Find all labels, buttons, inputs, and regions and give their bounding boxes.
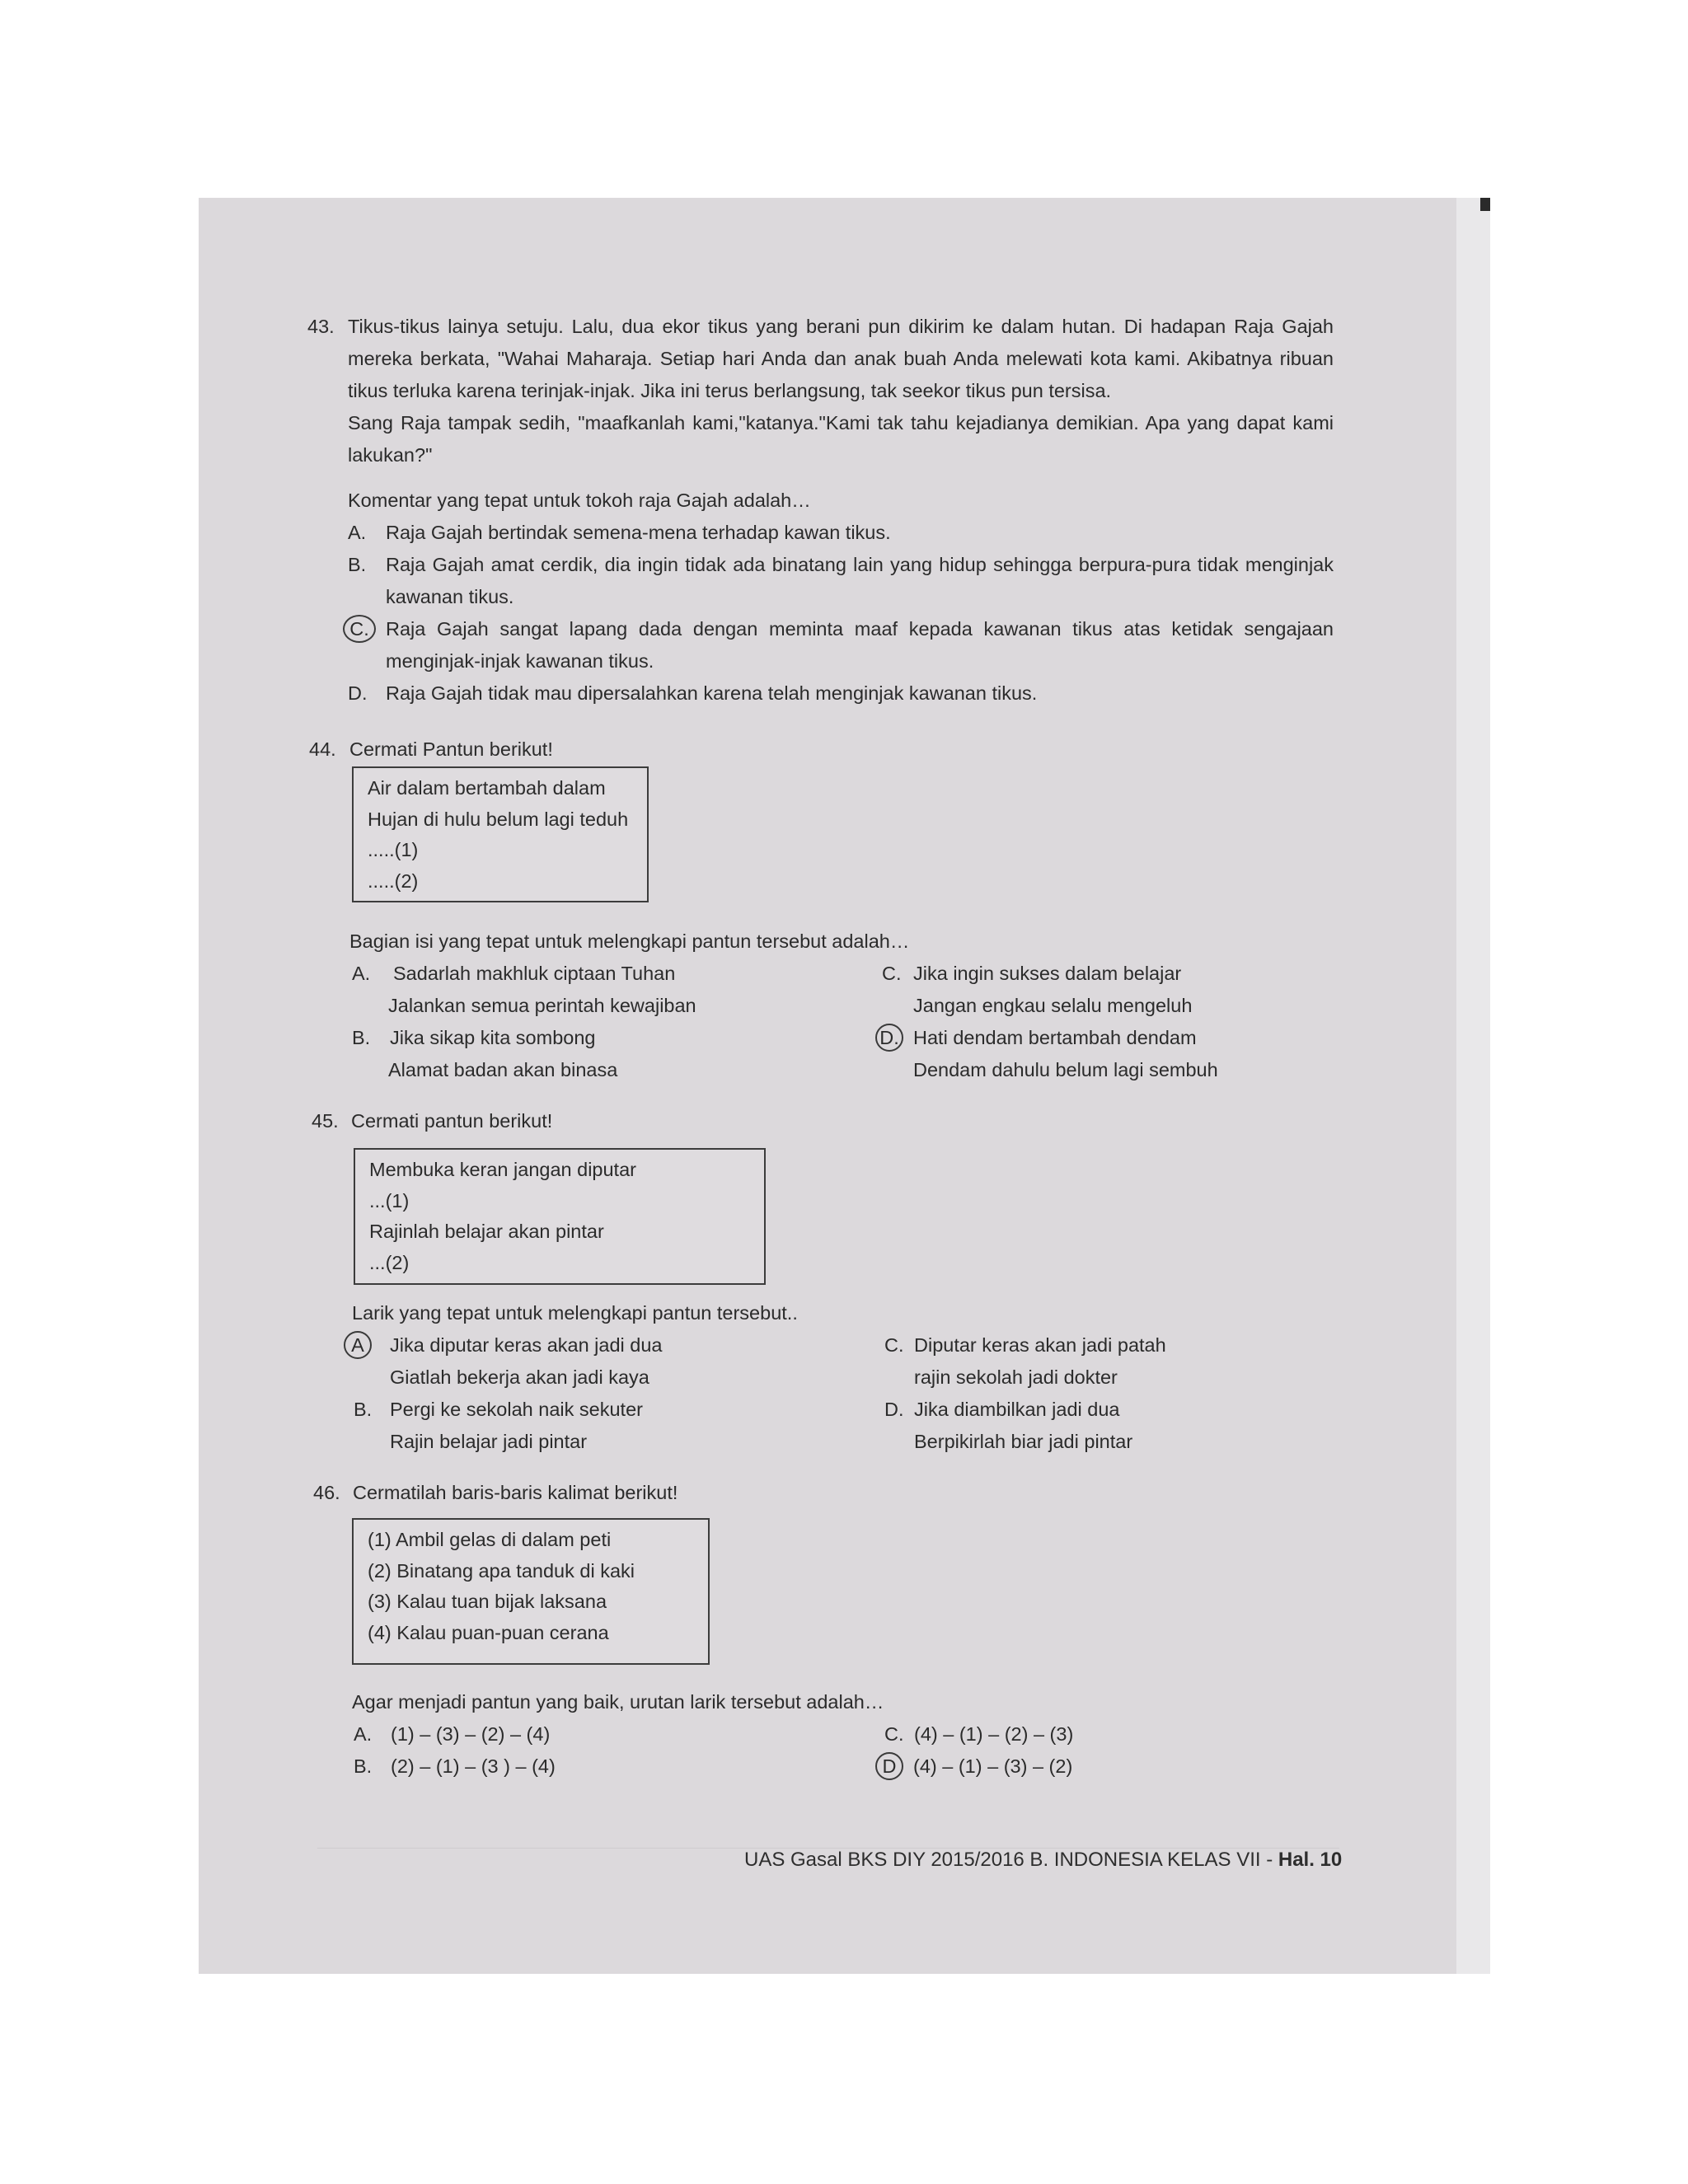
- option-line: Jika diputar keras akan jadi dua: [390, 1334, 663, 1356]
- option-text: (2) – (1) – (3 ) – (4): [391, 1755, 556, 1777]
- numbered-line: (1) Ambil gelas di dalam peti: [368, 1529, 612, 1550]
- passage-paragraph-2: Sang Raja tampak sedih, "maafkanlah kami,"katanya."Kami tak tahu kejadianya demikian. Apa yang dapat kami lakukan?": [348, 412, 1334, 466]
- option-text: Raja Gajah sangat lapang dada dengan meminta maaf kepada kawanan tikus atas ketidak sengajaan menginjak-injak kawanan tikus.: [386, 618, 1334, 672]
- pantun-line: ...(2): [369, 1251, 410, 1273]
- option-d[interactable]: [884, 1394, 1313, 1458]
- option-line: Berpikirlah biar jadi pintar: [914, 1431, 1133, 1452]
- question-text: Bagian isi yang tepat untuk melengkapi pantun tersebut adalah…: [349, 930, 910, 952]
- passage-paragraph-1: Tikus-tikus lainya setuju. Lalu, dua ekor tikus yang berani pun dikirim ke dalam hutan. Di hadapan Raja Gajah mereka berkata, "Wahai Maharaja. Setiap hari Anda dan anak buah Anda melewati kota kami. Akibatnya ribuan tikus terluka karena terinjak-injak. Jika ini terus berlangsung, tak seekor tikus pun tersisa.: [348, 316, 1334, 401]
- option-d-selected[interactable]: [875, 1750, 1238, 1783]
- option-b[interactable]: [354, 1750, 749, 1783]
- option-a[interactable]: [352, 958, 814, 1022]
- option-line: Sadarlah makhluk ciptaan Tuhan: [393, 963, 676, 984]
- option-text: (4) – (1) – (2) – (3): [914, 1723, 1074, 1745]
- option-line: Diputar keras akan jadi patah: [914, 1334, 1166, 1356]
- option-text: Raja Gajah amat cerdik, dia ingin tidak ada binatang lain yang hidup sehingga berpura-pura tidak menginjak kawanan tikus.: [386, 554, 1334, 607]
- page-edge: [1456, 198, 1490, 1974]
- option-line: Jika ingin sukses dalam belajar: [913, 963, 1182, 984]
- instruction-text: Cermati Pantun berikut!: [349, 738, 553, 760]
- option-letter: B.: [348, 554, 367, 575]
- option-letter: B.: [354, 1399, 373, 1420]
- option-c-selected[interactable]: [348, 613, 1334, 677]
- option-a[interactable]: [348, 517, 1334, 549]
- option-letter: D.: [348, 682, 368, 704]
- instruction-text: Cermatilah baris-baris kalimat berikut!: [353, 1482, 678, 1503]
- option-letter: B.: [352, 1027, 371, 1048]
- pantun-line: Membuka keran jangan diputar: [369, 1159, 636, 1180]
- numbered-line: (2) Binatang apa tanduk di kaki: [368, 1559, 635, 1582]
- option-a[interactable]: [354, 1718, 749, 1750]
- pantun-line: Rajinlah belajar akan pintar: [369, 1221, 604, 1242]
- option-line: Dendam dahulu belum lagi sembuh: [913, 1059, 1218, 1080]
- question-number: 45.: [312, 1110, 339, 1132]
- option-line: Jika sikap kita sombong: [390, 1027, 596, 1048]
- option-line: Jika diambilkan jadi dua: [914, 1399, 1120, 1420]
- option-line: Jalankan semua perintah kewajiban: [388, 995, 696, 1016]
- option-line: rajin sekolah jadi dokter: [914, 1366, 1118, 1388]
- page-number: Hal. 10: [1278, 1849, 1343, 1871]
- option-c[interactable]: [884, 1329, 1313, 1394]
- option-letter: B.: [354, 1755, 373, 1777]
- circled-answer-mark: D: [875, 1752, 903, 1780]
- option-a-selected[interactable]: [344, 1329, 805, 1394]
- option-letter: C.: [884, 1334, 904, 1356]
- circled-answer-mark: A: [344, 1331, 372, 1359]
- page-footer: [744, 1846, 1342, 1874]
- question-44-prompt: [349, 926, 1256, 958]
- option-b[interactable]: [352, 1022, 814, 1086]
- lines-box: [352, 1518, 710, 1665]
- question-text: Agar menjadi pantun yang baik, urutan larik tersebut adalah…: [352, 1691, 884, 1713]
- option-line: Giatlah bekerja akan jadi kaya: [390, 1366, 649, 1388]
- option-line: Alamat badan akan binasa: [388, 1059, 618, 1080]
- option-text: Raja Gajah tidak mau dipersalahkan karena telah menginjak kawanan tikus.: [386, 682, 1038, 704]
- option-c[interactable]: [882, 958, 1294, 1022]
- footer-exam-title: UAS Gasal BKS DIY 2015/2016 B. INDONESIA KELAS VII -: [744, 1849, 1273, 1871]
- option-letter: A.: [352, 963, 371, 984]
- numbered-line: (4) Kalau puan-puan cerana: [368, 1621, 609, 1643]
- option-d-selected[interactable]: [875, 1022, 1304, 1086]
- circled-answer-mark: D.: [875, 1024, 903, 1052]
- option-letter: A.: [354, 1723, 373, 1745]
- circled-answer-mark: C.: [343, 615, 376, 643]
- pantun-box: [352, 766, 649, 902]
- option-letter: D.: [884, 1399, 904, 1420]
- pantun-line: .....(2): [368, 869, 419, 892]
- question-number: 46.: [313, 1482, 340, 1503]
- question-number: 44.: [309, 738, 336, 760]
- question-number: 43.: [307, 316, 335, 337]
- option-b[interactable]: [354, 1394, 815, 1458]
- option-b[interactable]: [348, 549, 1334, 613]
- option-d[interactable]: [348, 677, 1334, 710]
- pantun-line: Hujan di hulu belum lagi teduh: [368, 808, 629, 830]
- question-46-prompt: [352, 1686, 1259, 1718]
- question-text: Larik yang tepat untuk melengkapi pantun tersebut..: [352, 1302, 798, 1324]
- option-text: (4) – (1) – (3) – (2): [913, 1755, 1073, 1777]
- option-line: Pergi ke sekolah naik sekuter: [390, 1399, 643, 1420]
- option-c[interactable]: [884, 1718, 1231, 1750]
- pantun-line: .....(1): [368, 839, 419, 860]
- option-line: Hati dendam bertambah dendam: [913, 1027, 1197, 1048]
- option-text: (1) – (3) – (2) – (4): [391, 1723, 551, 1745]
- pantun-box: [354, 1148, 766, 1285]
- instruction-text: Cermati pantun berikut!: [351, 1110, 553, 1132]
- option-line: Jangan engkau selalu mengeluh: [913, 995, 1193, 1016]
- question-45-prompt: [352, 1297, 1259, 1329]
- option-letter: C.: [884, 1723, 904, 1745]
- pantun-line: Air dalam bertambah dalam: [368, 777, 606, 799]
- option-letter: C.: [882, 963, 902, 984]
- pantun-line: ...(1): [369, 1189, 410, 1212]
- option-letter: A.: [348, 522, 367, 543]
- question-text: Komentar yang tepat untuk tokoh raja Gajah adalah…: [348, 490, 811, 511]
- numbered-line: (3) Kalau tuan bijak laksana: [368, 1591, 607, 1612]
- page-corner-mark: [1480, 198, 1490, 211]
- option-line: Rajin belajar jadi pintar: [390, 1431, 588, 1452]
- option-text: Raja Gajah bertindak semena-mena terhadap kawan tikus.: [386, 522, 891, 543]
